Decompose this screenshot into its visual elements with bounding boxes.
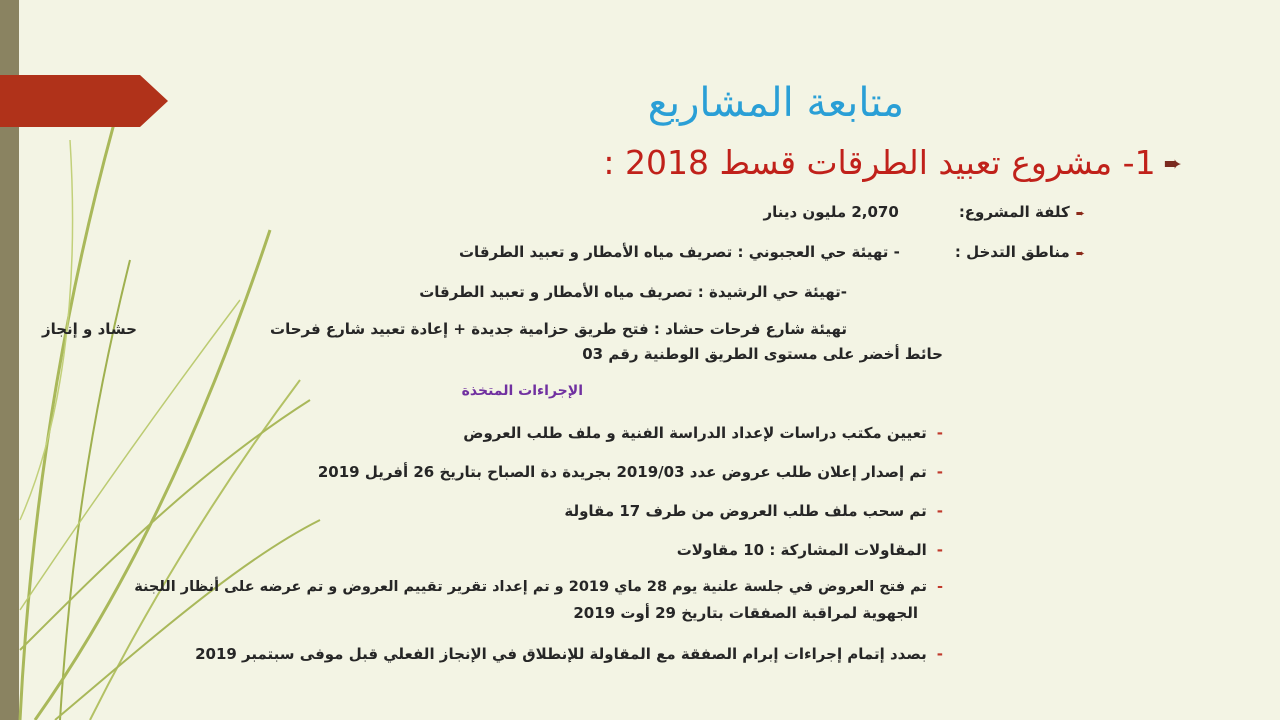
list-item: -المقاولات المشاركة : 10 مقاولات (676, 541, 943, 559)
dash-bullet-icon: - (936, 541, 943, 559)
cost-label: كلفة المشروع: (958, 203, 1070, 221)
list-item: -بصدد إتمام إجراءات إبرام الصفقة مع المقاولة للإنطلاق في الإنجاز الفعلي قبل موفى سبتمبر 2019 (195, 645, 943, 663)
zone-item-3-line2: حائط أخضر على مستوى الطريق الوطنية رقم 03 (582, 345, 943, 363)
list-item: -تم إصدار إعلان طلب عروض عدد 2019/03 بجريدة دة الصباح بتاريخ 26 أفريل 2019 (317, 463, 943, 481)
list-item-continuation: الجهوية لمراقبة الصفقات بتاريخ 29 أوت 2019 (573, 604, 918, 622)
dash-bullet-icon: - (936, 502, 943, 520)
dash-bullet-icon: - (936, 579, 943, 595)
dash-bullet-icon: - (936, 463, 943, 481)
list-item: -تعيين مكتب دراسات لإعداد الدراسة الفنية و ملف طلب العروض (463, 424, 943, 442)
zones-row (459, 243, 1085, 261)
zones-label: مناطق التدخل : (954, 243, 1070, 261)
list-item: -تم فتح العروض في جلسة علنية يوم 28 ماي 2019 و تم إعداد تقرير تقييم العروض و تم عرضه على أنظار اللجنة (134, 579, 943, 595)
zone-item-3-line1-end: حشاد و إنجاز (41, 320, 137, 338)
arrow-bullet-icon: ➨ (1075, 247, 1085, 260)
dash-bullet-icon: - (936, 424, 943, 442)
cost-value: 2,070 مليون دينار (763, 203, 899, 221)
arrow-bullet-icon: ➨ (1163, 152, 1182, 177)
zone-item-2: -تهيئة حي الرشيدة : تصريف مياه الأمطار و تعبيد الطرقات (419, 283, 847, 301)
page-title: متابعة المشاريع (647, 80, 904, 126)
dash-bullet-icon: - (936, 645, 943, 663)
actions-heading: الإجراءات المتخذة (461, 383, 583, 399)
section-heading-text: 1- مشروع تعبيد الطرقات قسط 2018 : (603, 143, 1156, 182)
section-heading (603, 143, 1182, 182)
cost-row (763, 203, 1085, 221)
title-arrow-shape (0, 75, 168, 127)
list-item: -تم سحب ملف طلب العروض من طرف 17 مقاولة (564, 502, 943, 520)
zone-item-3-line1: تهيئة شارع فرحات حشاد : فتح طريق حزامية جديدة + إعادة تعبيد شارع فرحات (270, 320, 847, 338)
zone-item-1: - تهيئة حي العجبوني : تصريف مياه الأمطار و تعبيد الطرقات (458, 243, 900, 261)
arrow-bullet-icon: ➨ (1075, 207, 1085, 220)
